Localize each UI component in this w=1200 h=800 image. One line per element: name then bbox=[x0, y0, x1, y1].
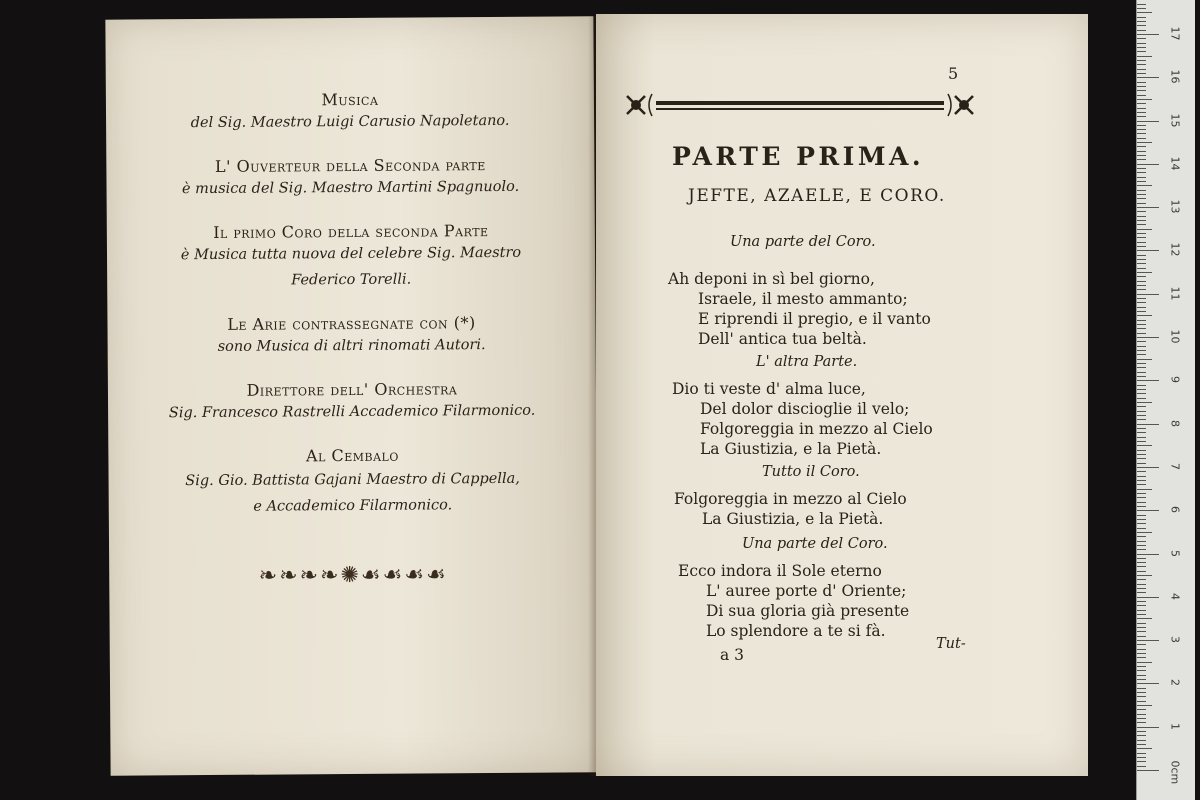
ruler-tick bbox=[1137, 125, 1146, 126]
ruler-tick bbox=[1137, 164, 1159, 165]
ruler-tick bbox=[1137, 246, 1146, 247]
ruler-tick bbox=[1137, 489, 1152, 490]
ruler-tick bbox=[1137, 47, 1146, 48]
ruler-tick bbox=[1137, 155, 1146, 156]
ruler-tick bbox=[1137, 683, 1159, 684]
ruler-number: 14 bbox=[1168, 156, 1182, 171]
ruler-tick bbox=[1137, 701, 1146, 702]
ruler-tick bbox=[1137, 298, 1146, 299]
ruler-tick bbox=[1137, 610, 1146, 611]
ruler-number: 13 bbox=[1168, 199, 1182, 214]
verse-line: Folgoreggia in mezzo al Cielo bbox=[700, 420, 933, 438]
ruler-tick bbox=[1137, 649, 1146, 650]
ruler-tick bbox=[1137, 480, 1146, 481]
ruler-number: 1 bbox=[1168, 722, 1182, 730]
ruler-tick bbox=[1137, 705, 1152, 706]
ruler-tick bbox=[1137, 242, 1146, 243]
ruler-tick bbox=[1137, 350, 1146, 351]
ruler-tick bbox=[1137, 43, 1146, 44]
verse-line: E riprendi il pregio, e il vanto bbox=[698, 310, 931, 328]
ruler-tick bbox=[1137, 467, 1159, 468]
section-subtitle: JEFTE, AZAELE, E CORO. bbox=[688, 186, 946, 206]
ruler-tick bbox=[1137, 679, 1146, 680]
credit-heading-first-chorus: Il primo Coro della seconda Parte bbox=[213, 221, 489, 242]
verse-line: Dell' antica tua beltà. bbox=[698, 330, 867, 348]
credit-first-chorus-line2: Federico Torelli. bbox=[291, 271, 412, 289]
verse-line: La Giustizia, e la Pietà. bbox=[702, 510, 884, 528]
ruler-tick bbox=[1137, 722, 1146, 723]
ruler-tick bbox=[1137, 484, 1146, 485]
ruler-tick bbox=[1137, 562, 1146, 563]
credit-heading-music: Musica bbox=[321, 89, 379, 110]
section-title: PARTE PRIMA. bbox=[672, 142, 925, 171]
ruler-tick bbox=[1137, 653, 1146, 654]
ruler-tick bbox=[1137, 463, 1146, 464]
ruler-tick bbox=[1137, 571, 1146, 572]
ruler-number: 4 bbox=[1168, 592, 1182, 600]
verse-line: Dio ti veste d' alma luce, bbox=[672, 380, 866, 398]
ruler-tick bbox=[1137, 346, 1146, 347]
ruler-tick bbox=[1137, 761, 1146, 762]
ruler-tick bbox=[1137, 515, 1146, 516]
ruler-tick bbox=[1137, 605, 1146, 606]
ruler-number: 17 bbox=[1168, 26, 1182, 41]
ruler-tick bbox=[1137, 519, 1146, 520]
ruler-tick bbox=[1137, 116, 1146, 117]
ruler-tick bbox=[1137, 198, 1146, 199]
credit-heading-arias: Le Arie contrassegnate con (*) bbox=[227, 313, 476, 334]
ruler-tick bbox=[1137, 372, 1146, 373]
ruler-tick bbox=[1137, 536, 1146, 537]
ruler-tick bbox=[1137, 363, 1146, 364]
verse-line: Di sua gloria già presente bbox=[706, 602, 910, 620]
ruler-tick bbox=[1137, 108, 1146, 109]
ruler-tick bbox=[1137, 112, 1146, 113]
ruler-tick bbox=[1137, 744, 1146, 745]
ruler-tick bbox=[1137, 272, 1152, 273]
ruler-tick bbox=[1137, 640, 1159, 641]
ruler-tick bbox=[1137, 748, 1152, 749]
ruler-tick bbox=[1137, 324, 1146, 325]
ruler-tick bbox=[1137, 627, 1146, 628]
ruler-tick bbox=[1137, 99, 1152, 100]
ruler-number: 10 bbox=[1168, 329, 1182, 344]
ruler-tick bbox=[1137, 753, 1146, 754]
ruler-tick bbox=[1137, 666, 1146, 667]
ruler-tick bbox=[1137, 597, 1159, 598]
ruler-tick bbox=[1137, 476, 1146, 477]
ruler-tick bbox=[1137, 229, 1152, 230]
ruler-tick bbox=[1137, 207, 1159, 208]
ruler-tick bbox=[1137, 657, 1146, 658]
ruler-tick bbox=[1137, 419, 1146, 420]
ruler-tick bbox=[1137, 424, 1159, 425]
ruler-tick bbox=[1137, 709, 1146, 710]
ruler-tick bbox=[1137, 69, 1146, 70]
ruler-tick bbox=[1137, 181, 1146, 182]
right-page bbox=[596, 14, 1088, 776]
speaker-label: L' altra Parte. bbox=[756, 354, 858, 370]
ruler-tick bbox=[1137, 185, 1152, 186]
ruler-tick bbox=[1137, 735, 1146, 736]
ruler-tick bbox=[1137, 393, 1146, 394]
ruler-tick bbox=[1137, 333, 1146, 334]
ruler-tick bbox=[1137, 532, 1152, 533]
ruler-tick bbox=[1137, 528, 1146, 529]
measuring-ruler bbox=[1136, 0, 1195, 800]
ruler-number: 3 bbox=[1168, 636, 1182, 644]
ruler-tick bbox=[1137, 341, 1146, 342]
ruler-tick bbox=[1137, 502, 1146, 503]
speaker-label: Una parte del Coro. bbox=[730, 234, 876, 250]
credit-arias-note: sono Musica di altri rinomati Autori. bbox=[217, 337, 486, 355]
ruler-tick bbox=[1137, 224, 1146, 225]
ruler-tick bbox=[1137, 86, 1146, 87]
credit-heading-orchestra: Direttore dell' Orchestra bbox=[246, 379, 458, 400]
ruler-number: 15 bbox=[1168, 113, 1182, 127]
verse-line: La Giustizia, e la Pietà. bbox=[700, 440, 882, 458]
ruler-tick bbox=[1137, 4, 1146, 5]
ruler-tick bbox=[1137, 95, 1146, 96]
ruler-tick bbox=[1137, 445, 1152, 446]
ruler-tick bbox=[1137, 77, 1159, 78]
ruler-tick bbox=[1137, 675, 1146, 676]
signature-mark: a 3 bbox=[720, 646, 745, 664]
ruler-tick bbox=[1137, 8, 1146, 9]
ruler-tick bbox=[1137, 588, 1146, 589]
ruler-tick bbox=[1137, 549, 1146, 550]
ruler-tick bbox=[1137, 398, 1146, 399]
ruler-tick bbox=[1137, 56, 1152, 57]
ruler-tick bbox=[1137, 34, 1159, 35]
ruler-tick bbox=[1137, 493, 1146, 494]
ruler-tick bbox=[1137, 458, 1146, 459]
ruler-tick bbox=[1137, 402, 1152, 403]
ruler-tick bbox=[1137, 662, 1152, 663]
ruler-tick bbox=[1137, 614, 1146, 615]
ruler-tick bbox=[1137, 454, 1146, 455]
ruler-tick bbox=[1137, 367, 1146, 368]
ruler-tick bbox=[1137, 30, 1146, 31]
credit-composer: del Sig. Maestro Luigi Carusio Napoletano. bbox=[190, 112, 510, 132]
ruler-tick bbox=[1137, 17, 1146, 18]
ruler-tick bbox=[1137, 302, 1146, 303]
ruler-tick bbox=[1137, 601, 1146, 602]
ruler-tick bbox=[1137, 281, 1146, 282]
ruler-tick bbox=[1137, 12, 1152, 13]
ruler-tick bbox=[1137, 129, 1146, 130]
ruler-tick bbox=[1137, 268, 1146, 269]
ruler-tick bbox=[1137, 554, 1159, 555]
ruler-tick bbox=[1137, 506, 1146, 507]
ruler-tick bbox=[1137, 315, 1152, 316]
ruler-tick bbox=[1137, 510, 1159, 511]
ruler-tick bbox=[1137, 566, 1146, 567]
ruler-tick bbox=[1137, 718, 1146, 719]
ruler-tick bbox=[1137, 294, 1159, 295]
ruler-tick bbox=[1137, 727, 1159, 728]
credit-first-chorus-line1: è Musica tutta nuova del celebre Sig. Maestro bbox=[180, 244, 522, 264]
ruler-tick bbox=[1137, 497, 1146, 498]
ruler-tick bbox=[1137, 328, 1146, 329]
ruler-tick bbox=[1137, 151, 1146, 152]
verse-line: Israele, il mesto ammanto; bbox=[698, 290, 908, 308]
speaker-label: Tutto il Coro. bbox=[762, 464, 860, 480]
ruler-tick bbox=[1137, 558, 1146, 559]
ruler-tick bbox=[1137, 385, 1146, 386]
ruler-tick bbox=[1137, 216, 1146, 217]
ruler-number: 5 bbox=[1168, 549, 1182, 557]
ruler-tick bbox=[1137, 146, 1146, 147]
ruler-tick bbox=[1137, 90, 1146, 91]
page-number: 5 bbox=[948, 64, 959, 83]
ruler-number: 6 bbox=[1168, 506, 1182, 514]
ruler-tick bbox=[1137, 255, 1146, 256]
ruler-tick bbox=[1137, 203, 1146, 204]
ruler-number: 12 bbox=[1168, 242, 1182, 257]
credit-heading-cembalo: Al Cembalo bbox=[305, 445, 399, 466]
speaker-label: Una parte del Coro. bbox=[742, 536, 888, 552]
ruler-tick bbox=[1137, 168, 1146, 169]
ruler-tick bbox=[1137, 60, 1146, 61]
ruler-tick bbox=[1137, 359, 1152, 360]
ruler-tick bbox=[1137, 121, 1159, 122]
ruler-tick bbox=[1137, 636, 1146, 637]
ruler-number: 11 bbox=[1168, 286, 1182, 301]
ruler-tick bbox=[1137, 731, 1146, 732]
ruler-unit-label: 0cm bbox=[1168, 760, 1182, 785]
ruler-tick bbox=[1137, 289, 1146, 290]
ruler-tick bbox=[1137, 575, 1152, 576]
ruler-tick bbox=[1137, 172, 1146, 173]
ruler-tick bbox=[1137, 159, 1146, 160]
verse-line: Ah deponi in sì bel giorno, bbox=[668, 270, 875, 288]
ruler-number: 16 bbox=[1168, 69, 1182, 84]
ruler-tick bbox=[1137, 523, 1146, 524]
ruler-tick bbox=[1137, 138, 1146, 139]
ruler-tick bbox=[1137, 190, 1146, 191]
ruler-tick bbox=[1137, 545, 1146, 546]
left-page bbox=[105, 16, 598, 775]
ruler-tick bbox=[1137, 64, 1146, 65]
ruler-number: 9 bbox=[1168, 376, 1182, 384]
ruler-tick bbox=[1137, 592, 1146, 593]
ruler-number: 7 bbox=[1168, 462, 1182, 470]
ruler-tick bbox=[1137, 276, 1146, 277]
ruler-tick bbox=[1137, 437, 1146, 438]
ruler-tick bbox=[1137, 376, 1146, 377]
ruler-tick bbox=[1137, 194, 1146, 195]
ruler-tick bbox=[1137, 237, 1146, 238]
ruler-tick bbox=[1137, 103, 1146, 104]
ruler-tick bbox=[1137, 631, 1146, 632]
ruler-tick bbox=[1137, 428, 1146, 429]
ruler-tick bbox=[1137, 307, 1146, 308]
ruler-tick bbox=[1137, 432, 1146, 433]
ruler-tick bbox=[1137, 220, 1146, 221]
ruler-tick bbox=[1137, 82, 1146, 83]
ruler-tick bbox=[1137, 73, 1146, 74]
ruler-tick bbox=[1137, 337, 1159, 338]
verse-line: L' auree porte d' Oriente; bbox=[706, 582, 907, 600]
ruler-tick bbox=[1137, 441, 1146, 442]
ruler-tick bbox=[1137, 644, 1146, 645]
catchword: Tut- bbox=[936, 636, 966, 652]
ruler-tick bbox=[1137, 233, 1146, 234]
ruler-tick bbox=[1137, 541, 1146, 542]
ruler-tick bbox=[1137, 21, 1146, 22]
ruler-tick bbox=[1137, 354, 1146, 355]
ruler-tick bbox=[1137, 25, 1146, 26]
ruler-tick bbox=[1137, 259, 1146, 260]
ruler-tick bbox=[1137, 263, 1146, 264]
ruler-tick bbox=[1137, 38, 1146, 39]
ruler-tick bbox=[1137, 623, 1146, 624]
ruler-tick bbox=[1137, 177, 1146, 178]
ornament-icon: ❧❧❧❧✺☙☙☙☙ bbox=[258, 562, 448, 589]
ruler-tick bbox=[1137, 311, 1146, 312]
ruler-number: 2 bbox=[1168, 679, 1182, 687]
ruler-tick bbox=[1137, 380, 1159, 381]
verse-line: Ecco indora il Sole eterno bbox=[678, 562, 882, 580]
ruler-tick bbox=[1137, 770, 1159, 771]
verse-line: Lo splendore a te si fà. bbox=[706, 622, 886, 640]
ruler-tick bbox=[1137, 133, 1146, 134]
ruler-tick bbox=[1137, 757, 1146, 758]
credit-ouverture-composer: è musica del Sig. Maestro Martini Spagnuolo. bbox=[181, 178, 520, 198]
ruler-tick bbox=[1137, 320, 1146, 321]
ruler-tick bbox=[1137, 415, 1146, 416]
ruler-tick bbox=[1137, 740, 1146, 741]
credit-orchestra-director: Sig. Francesco Rastrelli Accademico Filarmonico. bbox=[168, 402, 536, 422]
verse-line: Del dolor discioglie il velo; bbox=[700, 400, 910, 418]
ruler-tick bbox=[1137, 285, 1146, 286]
ruler-tick bbox=[1137, 450, 1146, 451]
ruler-tick bbox=[1137, 766, 1146, 767]
header-rule-ornament bbox=[624, 90, 976, 122]
ruler-tick bbox=[1137, 618, 1152, 619]
verse-line: Folgoreggia in mezzo al Cielo bbox=[674, 490, 907, 508]
credit-cembalo-line1: Sig. Gio. Battista Gajani Maestro di Cappella, bbox=[185, 470, 520, 490]
ruler-tick bbox=[1137, 406, 1146, 407]
ruler-tick bbox=[1137, 579, 1146, 580]
ruler-tick bbox=[1137, 250, 1159, 251]
credit-cembalo-line2: e Accademico Filarmonico. bbox=[253, 497, 453, 515]
ruler-tick bbox=[1137, 692, 1146, 693]
ruler-tick bbox=[1137, 584, 1146, 585]
ruler-tick bbox=[1137, 696, 1146, 697]
ruler-tick bbox=[1137, 471, 1146, 472]
credit-heading-ouverture: L' Ouverteur della Seconda parte bbox=[214, 155, 486, 176]
ruler-tick bbox=[1137, 688, 1146, 689]
ruler-tick bbox=[1137, 411, 1146, 412]
ruler-tick bbox=[1137, 142, 1152, 143]
ruler-tick bbox=[1137, 389, 1146, 390]
ruler-number: 8 bbox=[1168, 419, 1182, 427]
ruler-tick bbox=[1137, 714, 1146, 715]
ruler-tick bbox=[1137, 670, 1146, 671]
ruler-tick bbox=[1137, 51, 1146, 52]
ruler-tick bbox=[1137, 211, 1146, 212]
